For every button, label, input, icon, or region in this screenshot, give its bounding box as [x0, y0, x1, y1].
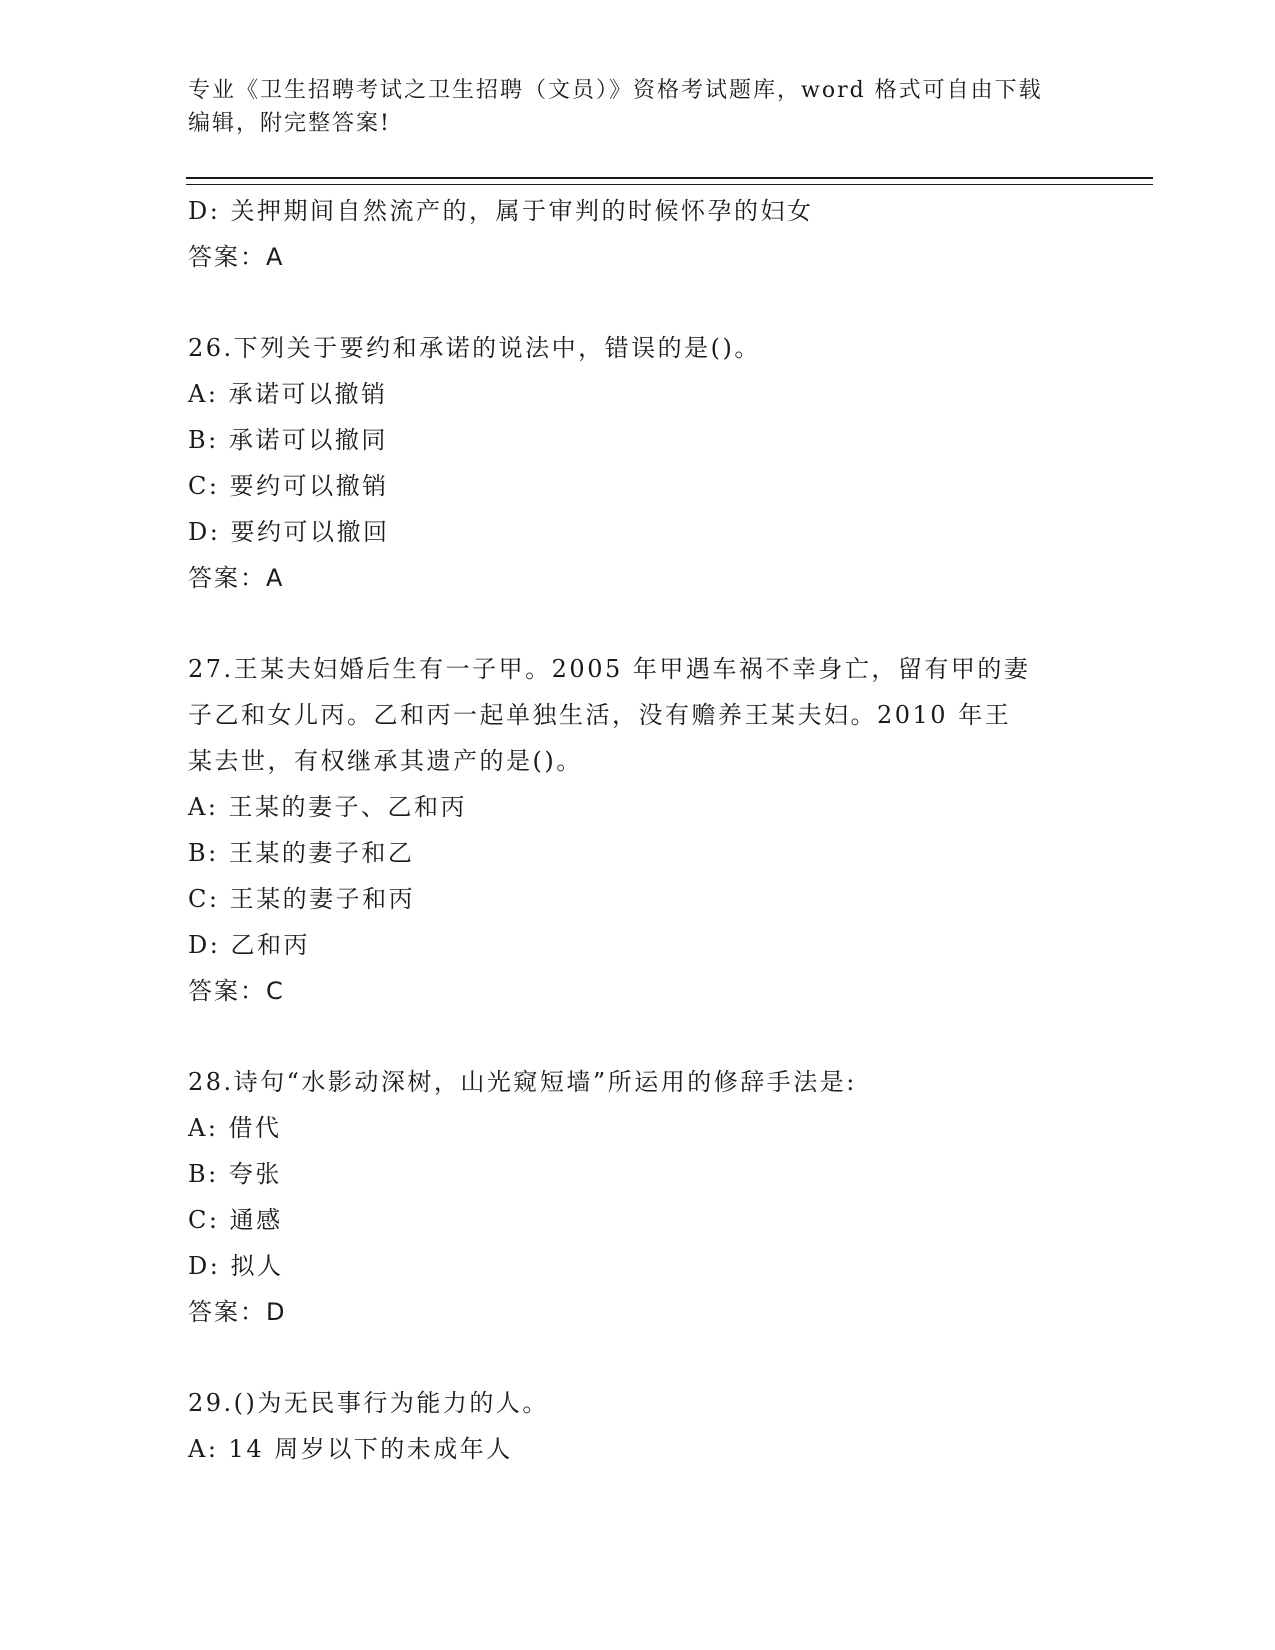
question-stem: 26.下列关于要约和承诺的说法中，错误的是()。	[188, 334, 761, 362]
option-a: A: 借代	[188, 1114, 282, 1142]
option-d: D: 拟人	[188, 1252, 284, 1280]
option-c: C: 要约可以撤销	[188, 472, 389, 500]
question-26	[188, 325, 1088, 601]
question-stem: 某去世，有权继承其遗产的是()。	[188, 747, 583, 775]
question-stem: 27.王某夫妇婚后生有一子甲。2005 年甲遇车祸不幸身亡，留有甲的妻	[188, 655, 1031, 683]
header-divider	[186, 177, 1153, 185]
answer-line: 答案：A	[188, 243, 285, 271]
option-c: C: 王某的妻子和丙	[188, 885, 416, 913]
question-28	[188, 1059, 1088, 1335]
option-a: A: 王某的妻子、乙和丙	[188, 793, 468, 821]
question-list	[188, 188, 1088, 1472]
option-a: A: 承诺可以撤销	[188, 380, 388, 408]
option-b: B: 承诺可以撤同	[188, 426, 388, 454]
option-d: D: 关押期间自然流产的，属于审判的时候怀孕的妇女	[188, 197, 814, 225]
option-c: C: 通感	[188, 1206, 283, 1234]
question-stem: 28.诗句“水影动深树，山光窥短墙”所运用的修辞手法是:	[188, 1068, 857, 1096]
option-d: D: 乙和丙	[188, 931, 310, 959]
option-b: B: 王某的妻子和乙	[188, 839, 415, 867]
question-stem: 29.()为无民事行为能力的人。	[188, 1389, 549, 1417]
answer-line: 答案：C	[188, 977, 285, 1005]
header-line-1: 专业《卫生招聘考试之卫生招聘（文员）》资格考试题库，word 格式可自由下载	[188, 78, 1043, 103]
page-header	[188, 74, 1088, 140]
question-27	[188, 646, 1088, 1014]
question-stem: 子乙和女儿丙。乙和丙一起单独生活，没有赡养王某夫妇。2010 年王	[188, 701, 1012, 729]
option-b: B: 夸张	[188, 1160, 282, 1188]
answer-line: 答案：D	[188, 1298, 287, 1326]
answer-line: 答案：A	[188, 564, 285, 592]
option-d: D: 要约可以撤回	[188, 518, 390, 546]
option-a: A: 14 周岁以下的未成年人	[188, 1435, 513, 1463]
header-line-2: 编辑，附完整答案!	[188, 111, 391, 136]
question-29	[188, 1380, 1088, 1472]
